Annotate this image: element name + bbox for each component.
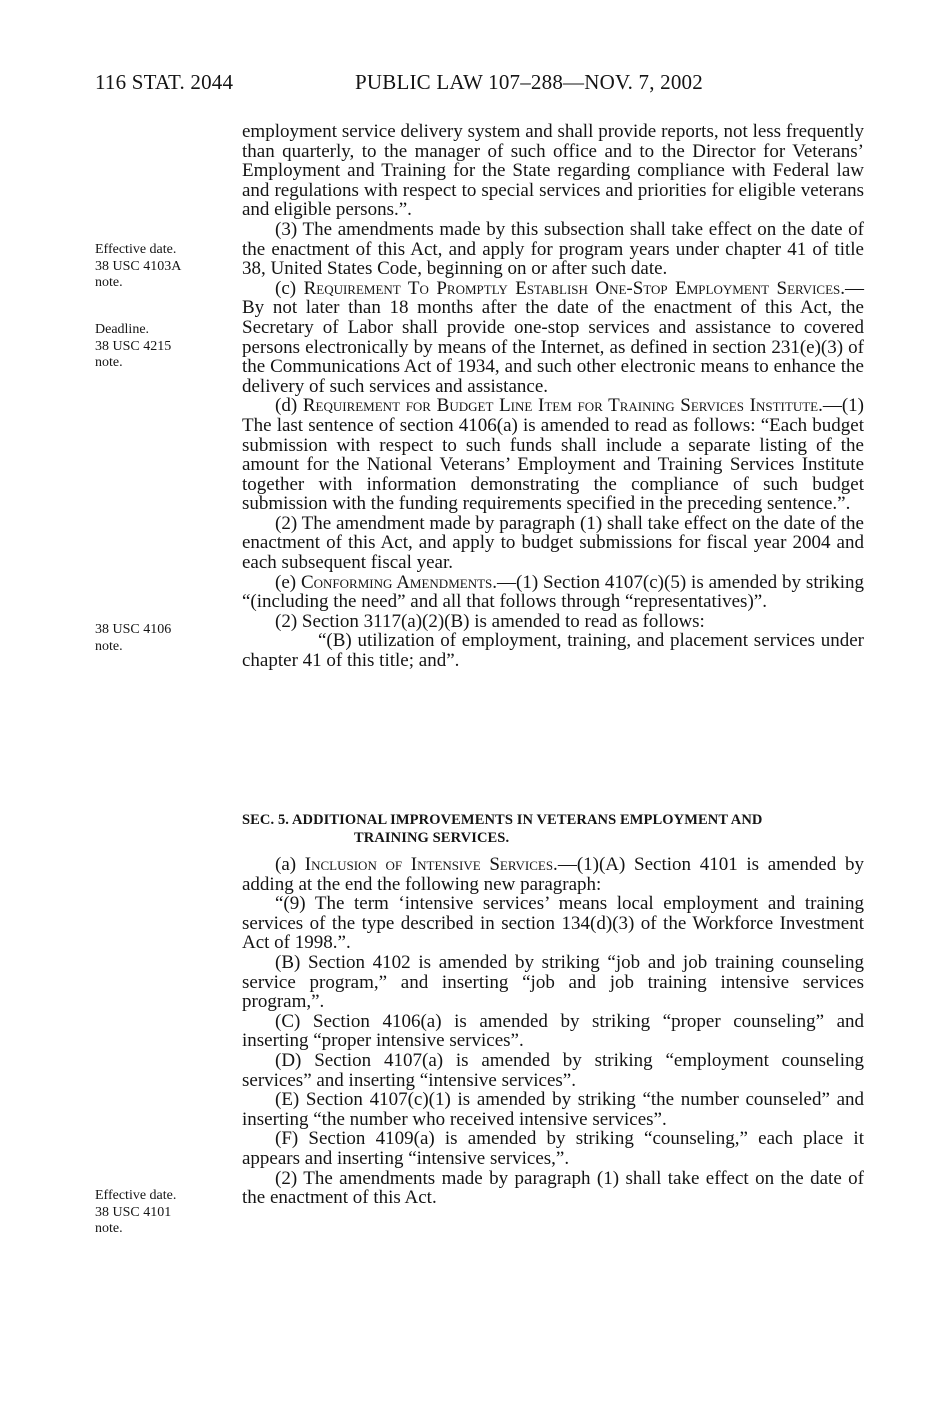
paragraph-text: —(1) Section 4107(c)(5) is amended by striking “(including the need” and all that follows through “representatives)”. — [242, 571, 864, 613]
paragraph-5d: (D) Section 4107(a) is amended by striking “employment counseling services” and inserting “intensive services”. — [242, 1049, 864, 1091]
paragraph-continuation: employment service delivery system and shall provide reports, not less frequently than quarterly, to the manager of such office and to the Director for Veterans’ Employment and Training for the State regarding compliance with Federal law and regulations with respect to special services and priorities for eligible veterans and eligible persons.”. — [242, 121, 864, 221]
margin-note-effective-date-4101 — [95, 1188, 230, 1238]
margin-note-line: note. — [95, 1221, 123, 1236]
margin-note-line: note. — [95, 275, 123, 290]
paragraph-5c: (C) Section 4106(a) is amended by striking “proper counseling” and inserting “proper intensive services”. — [242, 1010, 864, 1052]
margin-note-line: note. — [95, 638, 123, 654]
paragraph-5a — [242, 855, 864, 894]
section-heading-line-2: TRAINING SERVICES. — [354, 830, 510, 846]
paragraph-5-2: (2) The amendments made by paragraph (1) shall take effect on the date of the enactment of this Act. — [242, 1167, 864, 1209]
margin-note-4106 — [95, 622, 230, 655]
statute-page-number: 116 STAT. 2044 — [95, 70, 234, 94]
paragraph-c — [242, 279, 864, 397]
paragraph-text: —By not later than 18 months after the date of the enactment of this Act, the Secretary of Labor shall provide one-stop services and assistance to covered persons electronically by means of the Internet, as defined in section 231(e)(3) of the Communications Act of 1934, and such other electronic means to enhance the delivery of such services and assistance. — [242, 277, 864, 397]
paragraph-label: (e) — [275, 571, 301, 593]
paragraph-d2: (2) The amendment made by paragraph (1) shall take effect on the date of the enactment of this Act, and apply to budget submissions for fiscal year 2004 and each subsequent fiscal year. — [242, 512, 864, 574]
paragraph-e2: (2) Section 3117(a)(2)(B) is amended to read as follows: — [275, 610, 705, 632]
paragraph-text: —(1) The last sentence of section 4106(a) is amended to read as follows: “Each budget submission with respect to such funds shall include a separate listing of the amount for the National Veterans’ Employment and Training Services Institute together with information demonstrating the compliance of such budget submission with the funding requirements specified in the preceding sentence.”. — [242, 395, 864, 515]
paragraph-heading: Requirement To Promptly Establish One-Stop Employment Services. — [303, 277, 845, 299]
margin-note-deadline-4215 — [95, 322, 230, 372]
margin-note-effective-date-4103a — [95, 242, 230, 292]
section-heading-line-1: SEC. 5. ADDITIONAL IMPROVEMENTS IN VETERANS EMPLOYMENT AND — [242, 812, 763, 828]
paragraph-5e: (E) Section 4107(c)(1) is amended by striking “the number counseled” and inserting “the number who received intensive services”. — [242, 1089, 864, 1130]
margin-note-line: note. — [95, 355, 123, 370]
paragraph-5f: (F) Section 4109(a) is amended by striking “counseling,” each place it appears and inserting “intensive services,”. — [242, 1128, 864, 1169]
paragraph-label: (c) — [275, 277, 304, 299]
body-text-block-2 — [242, 855, 864, 1208]
paragraph-heading: Inclusion of Intensive Services. — [304, 854, 558, 875]
public-law-title: PUBLIC LAW 107–288—NOV. 7, 2002 — [355, 70, 703, 94]
paragraph-d — [242, 396, 864, 514]
paragraph-5a-quote: “(9) The term ‘intensive services’ means local employment and training services of the type described in section 134(d)(3) of the Workforce Investment Act of 1998.”. — [242, 893, 864, 954]
paragraph-5b: (B) Section 4102 is amended by striking “job and job training counseling service program,” and inserting “job and job training intensive services program,”. — [242, 951, 864, 1013]
margin-note-line: Deadline. — [95, 322, 150, 337]
margin-note-line: 38 USC 4215 — [95, 338, 172, 354]
paragraph-b3: (3) The amendments made by this subsection shall take effect on the date of the enactment of this Act, and apply for program years under chapter 41 of title 38, United States Code, beginning on or after such date. — [242, 218, 864, 280]
page-header — [95, 70, 875, 100]
margin-note-line: 38 USC 4103A — [95, 258, 182, 274]
margin-note-line: Effective date. — [95, 1188, 177, 1203]
paragraph-e2-quote: “(B) utilization of employment, training, and placement services under chapter 41 of this title; and”. — [242, 630, 864, 672]
paragraph-heading: Conforming Amendments. — [300, 571, 498, 593]
body-text-block-1 — [242, 122, 864, 671]
section-5-heading — [242, 811, 864, 847]
paragraph-label: (a) — [275, 854, 305, 875]
margin-note-line: Effective date. — [95, 242, 177, 257]
paragraph-e — [242, 573, 864, 612]
paragraph-label: (d) — [275, 395, 303, 417]
margin-note-line: 38 USC 4101 — [95, 1204, 172, 1220]
margin-note-line: 38 USC 4106 — [95, 622, 172, 637]
paragraph-heading: Requirement for Budget Line Item for Training Services Institute. — [302, 395, 823, 417]
paragraph-text: —(1)(A) Section 4101 is amended by adding at the end the following new paragraph: — [242, 854, 864, 895]
